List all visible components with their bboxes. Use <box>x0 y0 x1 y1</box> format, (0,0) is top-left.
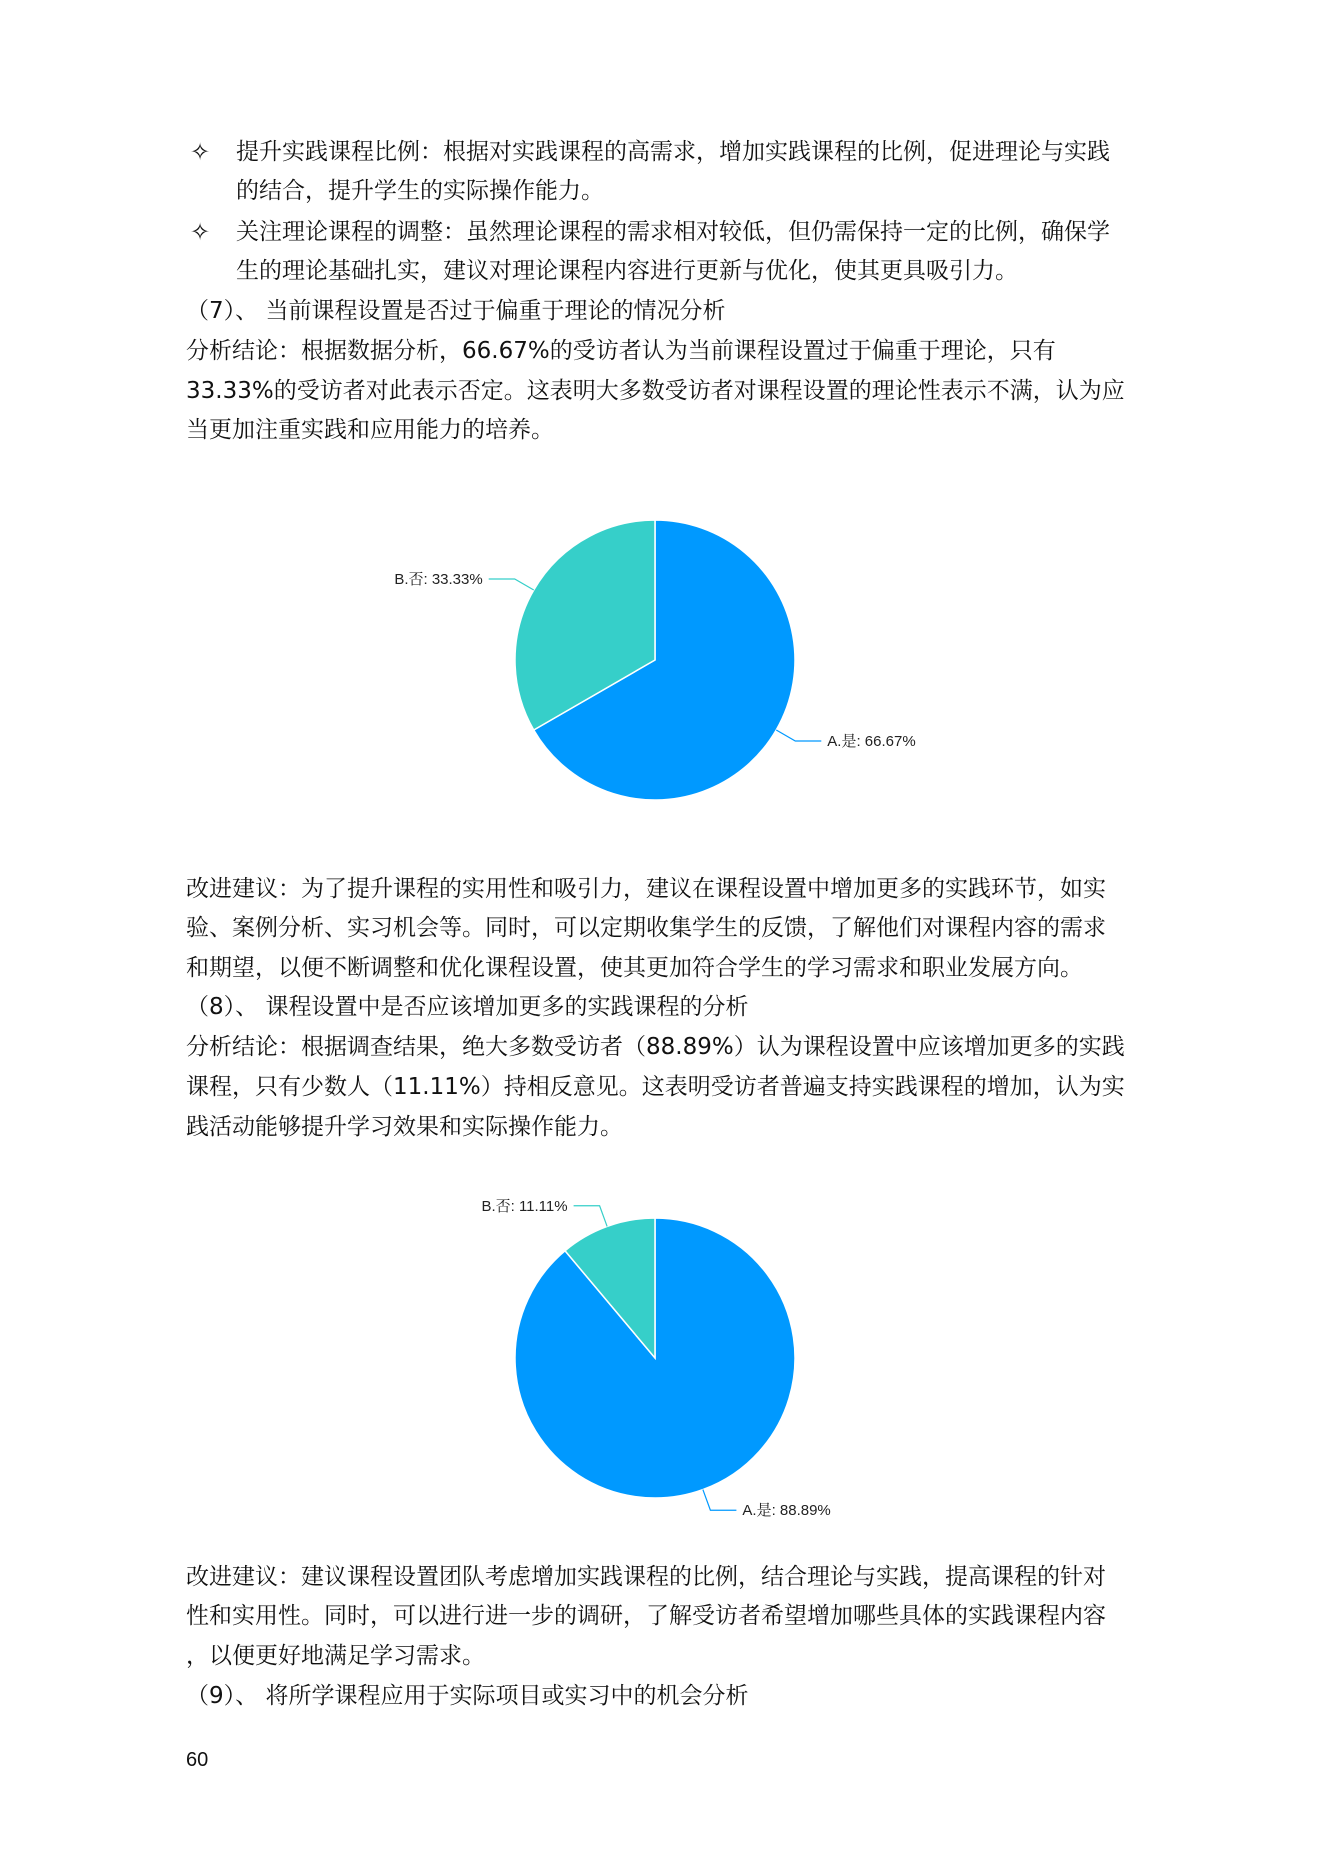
bullet-2-line-2: 生的理论基础扎实，建议对理论课程内容进行更新与优化，使其更具吸引力。 <box>236 258 1018 284</box>
pie-2-leader-0 <box>703 1490 737 1511</box>
section-8-analysis-line-2: 课程，只有少数人（11.11%）持相反意见。这表明受访者普遍支持实践课程的增加，认为实 <box>186 1074 1125 1100</box>
section-7-suggestion-line-2: 验、案例分析、实习机会等。同时，可以定期收集学生的反馈，了解他们对课程内容的需求 <box>186 915 1106 941</box>
bullet-2-line-1: 关注理论课程的调整：虽然理论课程的需求相对较低，但仍需保持一定的比例，确保学 <box>236 219 1110 245</box>
section-7-suggestion-line-3: 和期望，以便不断调整和优化课程设置，使其更加符合学生的学习需求和职业发展方向。 <box>186 955 1083 981</box>
pie-2-label-1: B.否: 11.11% <box>481 1197 568 1215</box>
section-7-analysis-line-3: 当更加注重实践和应用能力的培养。 <box>186 417 554 443</box>
section-8-heading: （8）、 课程设置中是否应该增加更多的实践课程的分析 <box>186 994 749 1020</box>
pie-2-label-0: A.是: 88.89% <box>742 1502 831 1520</box>
section-7-heading: （7）、 当前课程设置是否过于偏重于理论的情况分析 <box>186 298 726 324</box>
section-8-analysis-line-3: 践活动能够提升学习效果和实际操作能力。 <box>186 1114 623 1140</box>
bullet-icon: ✧ <box>190 138 211 166</box>
bullet-icon: ✧ <box>190 218 211 246</box>
section-8-analysis-line-1: 分析结论：根据调查结果，绝大多数受访者（88.89%）认为课程设置中应该增加更多的实践 <box>186 1034 1125 1060</box>
pie-1-leader-1 <box>489 579 534 590</box>
page-number: 60 <box>186 1749 209 1771</box>
pie-chart-1 <box>0 470 1323 850</box>
section-7-analysis-line-1: 分析结论：根据数据分析，66.67%的受访者认为当前课程设置过于偏重于理论，只有 <box>186 338 1056 364</box>
section-7-suggestion-line-1: 改进建议：为了提升课程的实用性和吸引力，建议在课程设置中增加更多的实践环节，如实 <box>186 876 1106 902</box>
bullet-1-line-1: 提升实践课程比例：根据对实践课程的高需求，增加实践课程的比例，促进理论与实践 <box>236 139 1110 165</box>
bullet-1-line-2: 的结合，提升学生的实际操作能力。 <box>236 178 604 204</box>
pie-2-leader-1 <box>574 1206 608 1227</box>
pie-chart-2 <box>0 1160 1323 1540</box>
pie-1-label-1: B.否: 33.33% <box>394 570 483 588</box>
section-9-heading: （9）、 将所学课程应用于实际项目或实习中的机会分析 <box>186 1683 749 1709</box>
pie-1-label-0: A.是: 66.67% <box>827 733 916 751</box>
pie-chart-2-svg <box>0 1160 1323 1540</box>
pie-1-leader-0 <box>776 730 821 741</box>
pie-chart-1-svg <box>0 470 1323 850</box>
section-7-analysis-line-2: 33.33%的受访者对此表示否定。这表明大多数受访者对课程设置的理论性表示不满，认为应 <box>186 378 1125 404</box>
section-8-suggestion-line-2: 性和实用性。同时，可以进行进一步的调研，了解受访者希望增加哪些具体的实践课程内容 <box>186 1603 1106 1629</box>
section-8-suggestion-line-3: ，以便更好地满足学习需求。 <box>186 1643 485 1669</box>
section-8-suggestion-line-1: 改进建议：建议课程设置团队考虑增加实践课程的比例，结合理论与实践，提高课程的针对 <box>186 1564 1106 1590</box>
